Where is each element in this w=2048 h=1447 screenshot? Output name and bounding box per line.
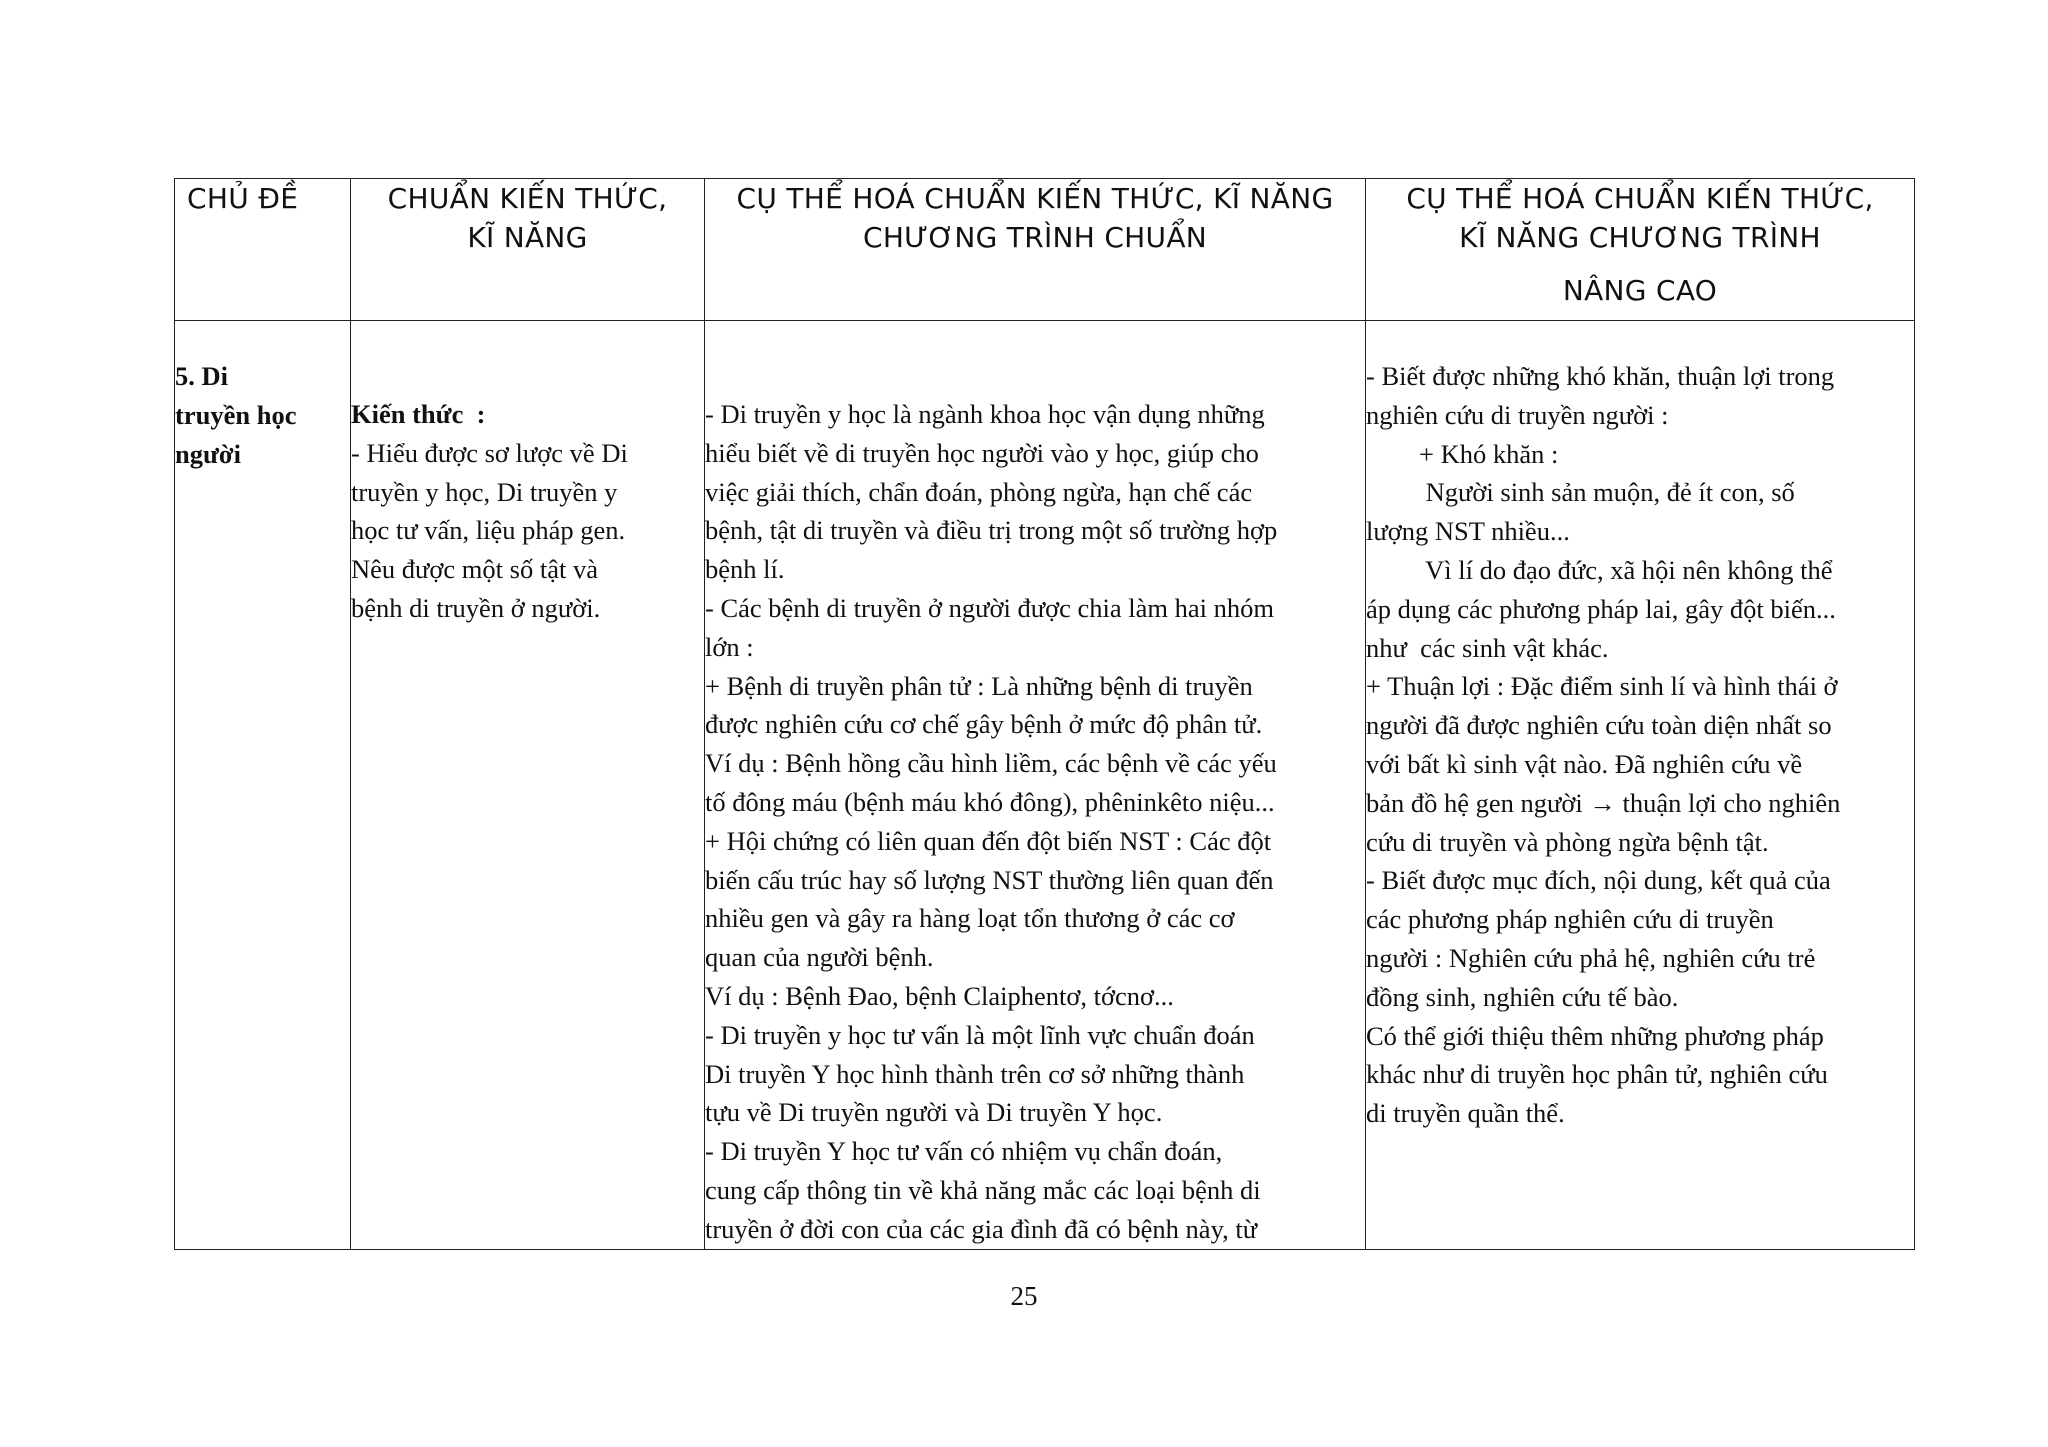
text-line: bệnh lí. bbox=[705, 554, 785, 585]
text-line: được nghiên cứu cơ chế gây bệnh ở mức độ phân tử. bbox=[705, 709, 1263, 740]
text-line: học tư vấn, liệu pháp gen. bbox=[351, 515, 626, 546]
text-line: Ví dụ : Bệnh hồng cầu hình liềm, các bệnh về các yếu bbox=[705, 748, 1277, 779]
advanced-program-cell bbox=[1366, 321, 1915, 1250]
text-line: truyền y học, Di truyền y bbox=[351, 476, 618, 507]
header-basic-program bbox=[705, 179, 1366, 321]
text-line: - Di truyền y học là ngành khoa học vận dụng những bbox=[705, 399, 1265, 429]
header-line: CHƯƠNG TRÌNH CHUẨN bbox=[862, 221, 1208, 254]
text-line: cứu di truyền và phòng ngừa bệnh tật. bbox=[1366, 826, 1769, 857]
basic-program-cell bbox=[705, 321, 1366, 1250]
header-standard bbox=[351, 179, 705, 321]
text-line: Di truyền Y học hình thành trên cơ sở những thành bbox=[705, 1058, 1245, 1089]
text-line: Vì lí do đạo đức, xã hội nên không thể bbox=[1366, 554, 1833, 585]
header-line: CỤ THỂ HOÁ CHUẨN KIẾN THỨC, bbox=[1406, 182, 1874, 215]
text-line: - Các bệnh di truyền ở người được chia làm hai nhóm bbox=[705, 592, 1274, 623]
text-line: áp dụng các phương pháp lai, gây đột biến... bbox=[1366, 593, 1836, 624]
text-line: lớn : bbox=[705, 631, 754, 662]
header-line: CHỦ ĐỀ bbox=[187, 182, 299, 215]
text-line: các phương pháp nghiên cứu di truyền bbox=[1366, 904, 1774, 935]
text-line: bản đồ hệ gen người → thuận lợi cho nghiên bbox=[1366, 787, 1841, 818]
text-line: di truyền quần thể. bbox=[1366, 1098, 1565, 1129]
text-line: lượng NST nhiều... bbox=[1366, 516, 1570, 547]
text-line: 5. Di bbox=[175, 361, 228, 391]
text-line: + Thuận lợi : Đặc điểm sinh lí và hình thái ở bbox=[1366, 671, 1838, 702]
header-line: KĨ NĂNG CHƯƠNG TRÌNH bbox=[1459, 221, 1821, 254]
text-line: việc giải thích, chẩn đoán, phòng ngừa, hạn chế các bbox=[705, 476, 1253, 507]
text-line: Người sinh sản muộn, đẻ ít con, số bbox=[1366, 477, 1795, 508]
standard-lines bbox=[351, 434, 704, 628]
text-line: - Di truyền y học tư vấn là một lĩnh vực chuẩn đoán bbox=[705, 1019, 1255, 1050]
standard-title: Kiến thức : bbox=[351, 399, 486, 429]
text-line: người đã được nghiên cứu toàn diện nhất so bbox=[1366, 710, 1832, 741]
text-line: tố đông máu (bệnh máu khó đông), phêninkêto niệu... bbox=[705, 786, 1275, 817]
text-line: - Hiểu được sơ lược về Di bbox=[351, 437, 628, 468]
topic-lines bbox=[175, 357, 350, 473]
text-line: đồng sinh, nghiên cứu tế bào. bbox=[1366, 981, 1679, 1012]
text-line: hiểu biết về di truyền học người vào y học, giúp cho bbox=[705, 437, 1259, 468]
curriculum-table bbox=[174, 178, 1915, 1250]
text-line: - Biết được mục đích, nội dung, kết quả của bbox=[1366, 865, 1831, 896]
page-number: 25 bbox=[1010, 1281, 1038, 1311]
text-line: khác như di truyền học phân tử, nghiên cứu bbox=[1366, 1059, 1828, 1090]
text-line: + Hội chứng có liên quan đến đột biến NST : Các đột bbox=[705, 825, 1272, 856]
table-row bbox=[175, 321, 1915, 1250]
text-line: biến cấu trúc hay số lượng NST thường liên quan đến bbox=[705, 864, 1274, 895]
text-line: người bbox=[175, 438, 241, 469]
text-line: Có thể giới thiệu thêm những phương pháp bbox=[1366, 1020, 1824, 1051]
header-line: CỤ THỂ HOÁ CHUẨN KIẾN THỨC, KĨ NĂNG bbox=[736, 182, 1334, 215]
standard-cell bbox=[351, 321, 705, 1250]
text-line: với bất kì sinh vật nào. Đã nghiên cứu về bbox=[1366, 748, 1803, 779]
table-header-row bbox=[175, 179, 1915, 321]
text-line: nhiều gen và gây ra hàng loạt tổn thương ở các cơ bbox=[705, 903, 1235, 934]
header-line: KĨ NĂNG bbox=[467, 221, 588, 254]
text-line: + Khó khăn : bbox=[1366, 438, 1559, 469]
text-line: bệnh, tật di truyền và điều trị trong một số trường hợp bbox=[705, 515, 1278, 546]
text-line: truyền học bbox=[175, 399, 297, 430]
header-advanced-program bbox=[1366, 179, 1915, 321]
text-line: quan của người bệnh. bbox=[705, 942, 934, 973]
text-line: truyền ở đời con của các gia đình đã có bệnh này, từ bbox=[705, 1213, 1258, 1244]
text-line: + Bệnh di truyền phân tử : Là những bệnh di truyền bbox=[705, 670, 1253, 701]
text-line: - Di truyền Y học tư vấn có nhiệm vụ chẩn đoán, bbox=[705, 1136, 1223, 1167]
text-line: tựu về Di truyền người và Di truyền Y học. bbox=[705, 1097, 1163, 1128]
text-line: Nêu được một số tật và bbox=[351, 554, 598, 585]
text-line: Ví dụ : Bệnh Đao, bệnh Claiphentơ, tớcnơ... bbox=[705, 980, 1174, 1011]
text-line: như các sinh vật khác. bbox=[1366, 632, 1609, 663]
header-line: NÂNG CAO bbox=[1562, 274, 1718, 307]
text-line: - Biết được những khó khăn, thuận lợi trong bbox=[1366, 361, 1835, 391]
text-line: cung cấp thông tin về khả năng mắc các loại bệnh di bbox=[705, 1174, 1261, 1205]
advanced-program-lines bbox=[1366, 357, 1914, 1133]
basic-program-lines bbox=[705, 395, 1365, 1249]
text-line: bệnh di truyền ở người. bbox=[351, 592, 601, 623]
text-line: người : Nghiên cứu phả hệ, nghiên cứu trẻ bbox=[1366, 942, 1816, 973]
header-line: CHUẨN KIẾN THỨC, bbox=[387, 182, 668, 215]
topic-cell bbox=[175, 321, 351, 1250]
text-line: nghiên cứu di truyền người : bbox=[1366, 399, 1669, 430]
header-topic bbox=[175, 179, 351, 321]
